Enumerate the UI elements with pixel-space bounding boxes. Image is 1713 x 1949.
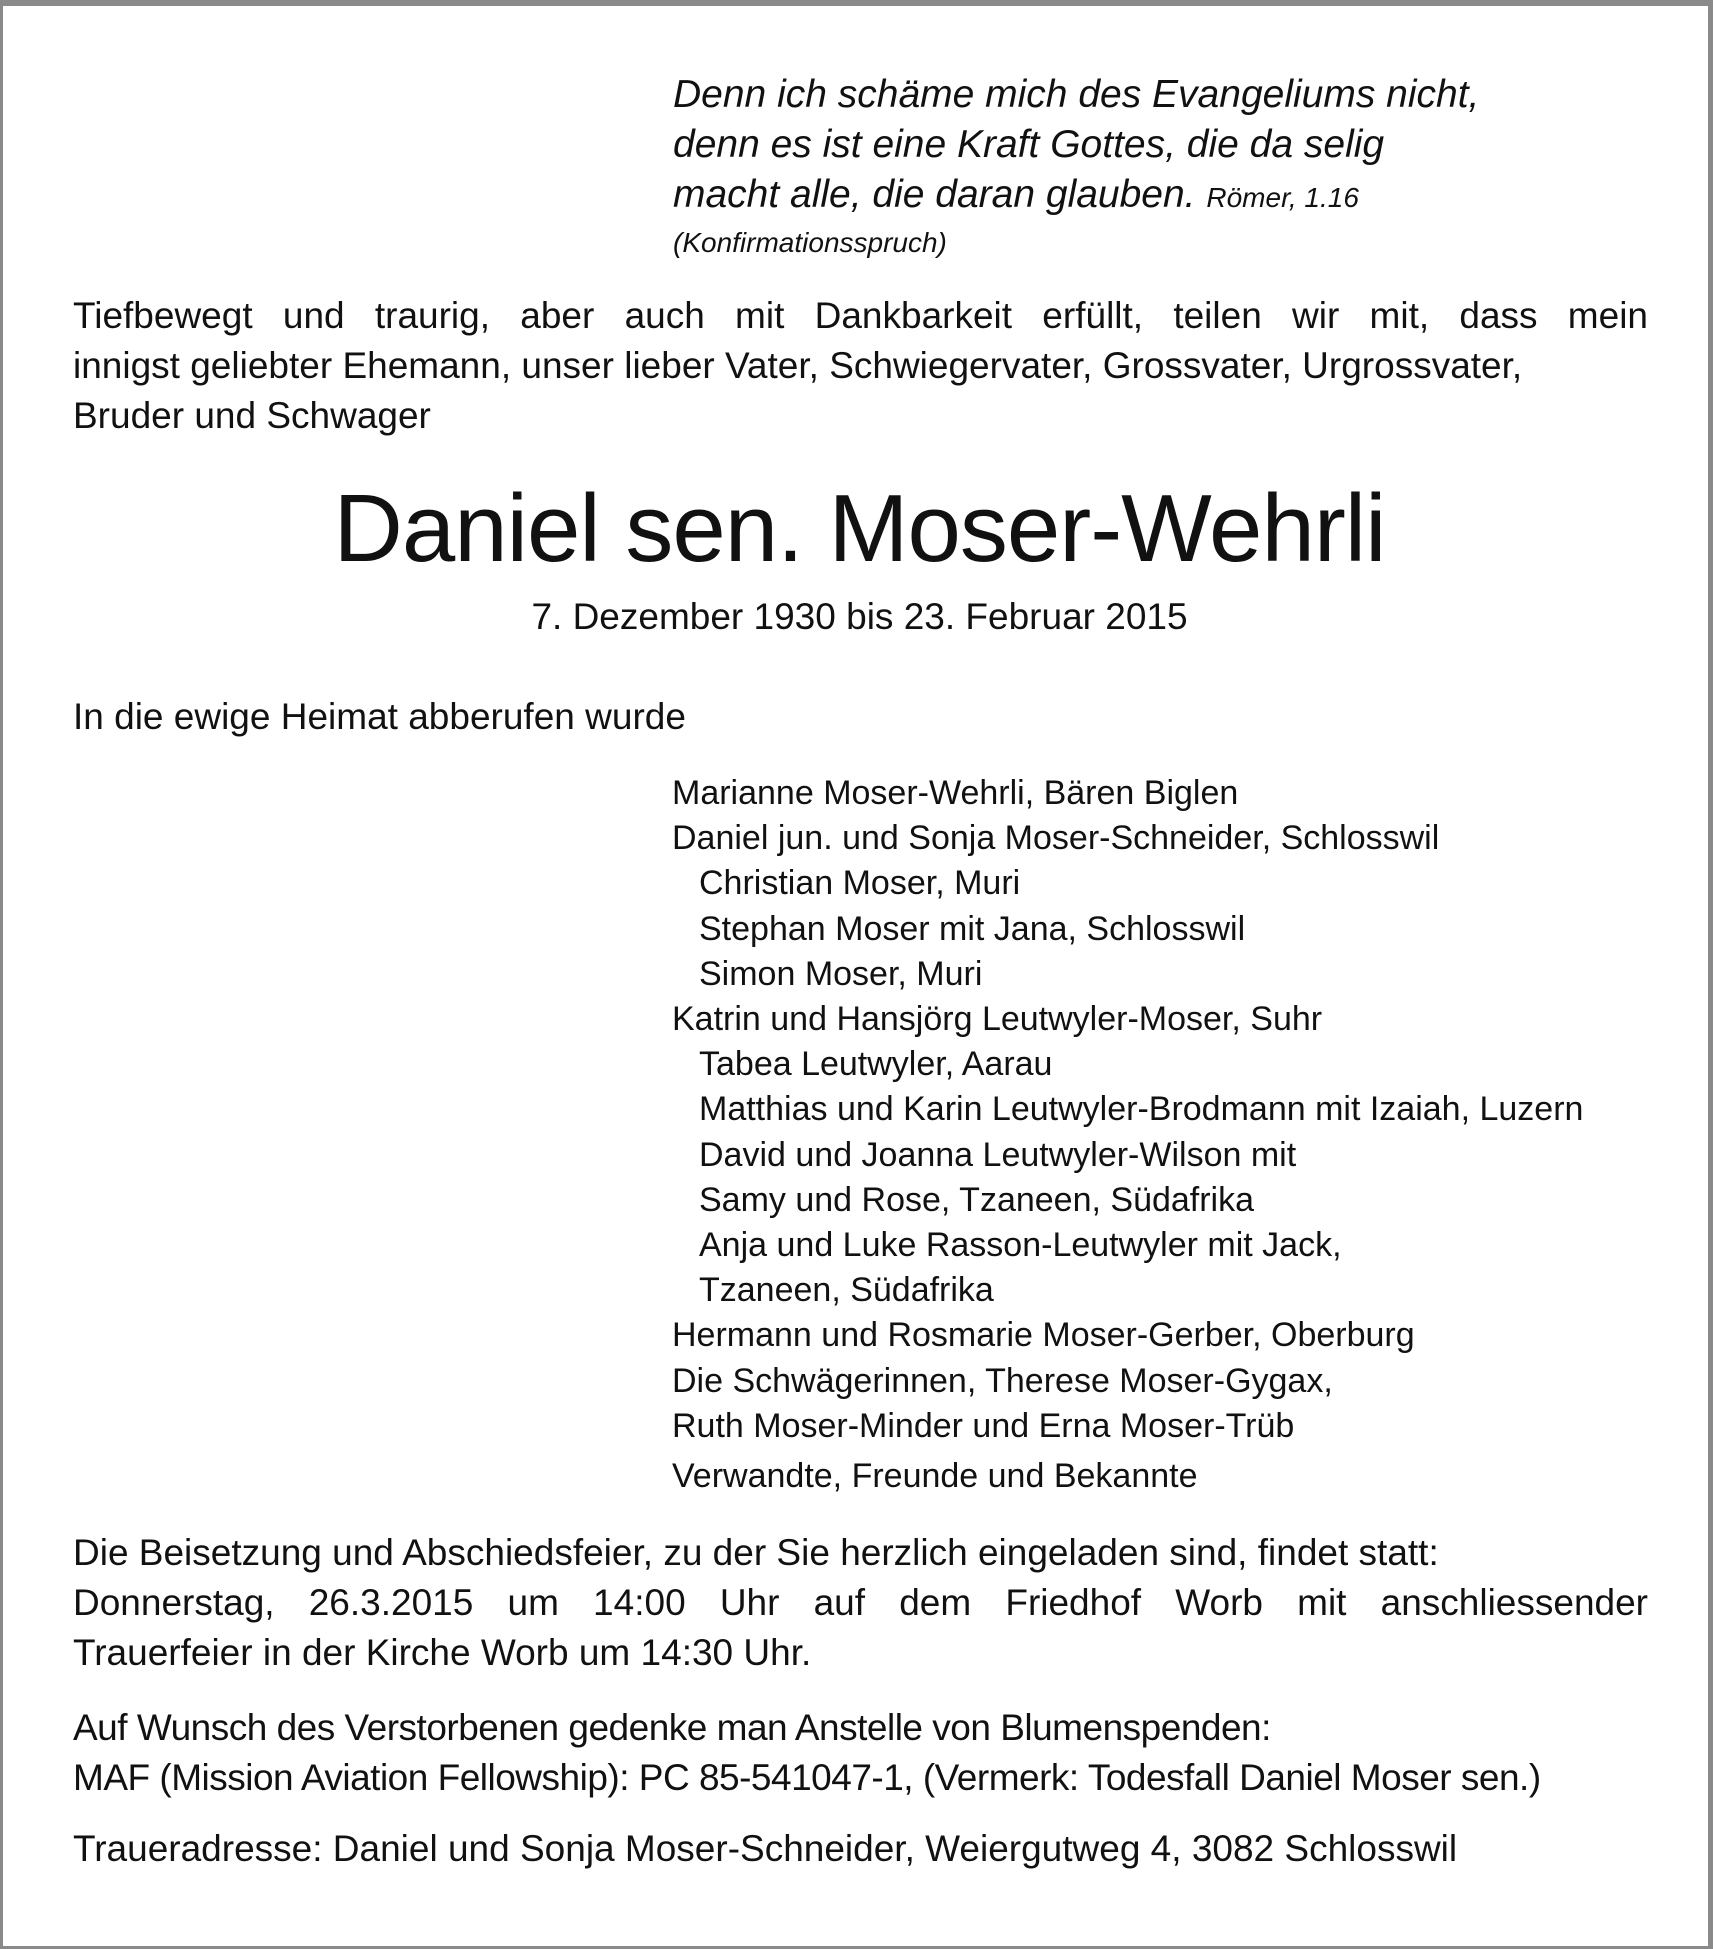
mourner: Verwandte, Freunde und Bekannte [672, 1457, 1198, 1496]
obituary-page [3, 6, 1708, 1946]
intro-line-3: Bruder und Schwager [73, 395, 431, 436]
mourner: Katrin und Hansjörg Leutwyler-Moser, Suhr [672, 1000, 1323, 1039]
donation-line-2: MAF (Mission Aviation Fellowship): PC 85-541047-1, (Vermerk: Todesfall Daniel Moser sen.) [73, 1757, 1541, 1798]
mourner: Stephan Moser mit Jana, Schlosswil [699, 909, 1246, 948]
ceremony-line-3: Trauerfeier in der Kirche Worb um 14:30 Uhr. [73, 1632, 812, 1673]
mourners-list [672, 771, 1682, 1499]
mourner: David und Joanna Leutwyler-Wilson mit [699, 1135, 1297, 1174]
mourner: Die Schwägerinnen, Therese Moser-Gygax, [672, 1361, 1333, 1400]
verse-line-3-text: macht alle, die daran glauben. [673, 173, 1196, 216]
ceremony-text [73, 1528, 1648, 1678]
mourner: Tabea Leutwyler, Aarau [699, 1045, 1053, 1084]
life-dates: 7. Dezember 1930 bis 23. Februar 2015 [531, 596, 1188, 637]
donation-text [73, 1703, 1648, 1803]
mourner: Samy und Rose, Tzaneen, Südafrika [699, 1180, 1255, 1219]
verse-line-2: denn es ist eine Kraft Gottes, die da selig [673, 123, 1385, 166]
mourner: Tzaneen, Südafrika [699, 1271, 994, 1310]
ceremony-line-1: Die Beisetzung und Abschiedsfeier, zu der Sie herzlich eingeladen sind, findet statt: [73, 1532, 1439, 1573]
deceased-name: Daniel sen. Moser-Wehrli [333, 475, 1386, 582]
mourner: Marianne Moser-Wehrli, Bären Biglen [672, 774, 1239, 812]
mourner: Matthias und Karin Leutwyler-Brodmann mit Izaiah, Luzern [699, 1090, 1584, 1129]
intro-text [73, 291, 1648, 441]
called-home-text: In die ewige Heimat abberufen wurde [73, 696, 686, 737]
ceremony-line-2: Donnerstag, 26.3.2015 um 14:00 Uhr auf dem Friedhof Worb mit anschliessender [73, 1582, 1648, 1623]
verse-note: (Konfirmationsspruch) [673, 227, 947, 258]
mourner: Ruth Moser-Minder und Erna Moser-Trüb [672, 1406, 1295, 1445]
mourner: Daniel jun. und Sonja Moser-Schneider, Schlosswil [672, 819, 1440, 858]
verse-line-3 [673, 170, 1573, 223]
donation-line-1: Auf Wunsch des Verstorbenen gedenke man Anstelle von Blumenspenden: [73, 1707, 1271, 1748]
verse-reference: Römer, 1.16 [1206, 182, 1359, 213]
mourner: Hermann und Rosmarie Moser-Gerber, Oberburg [672, 1316, 1415, 1355]
intro-line-1: Tiefbewegt und traurig, aber auch mit Dankbarkeit erfüllt, teilen wir mit, dass mein [73, 295, 1648, 336]
mourner: Anja und Luke Rasson-Leutwyler mit Jack, [699, 1226, 1342, 1265]
mourner: Christian Moser, Muri [699, 864, 1021, 903]
mourner: Simon Moser, Muri [699, 954, 983, 993]
verse-line-1: Denn ich schäme mich des Evangeliums nicht, [673, 73, 1480, 116]
intro-line-2: innigst geliebter Ehemann, unser lieber Vater, Schwiegervater, Grossvater, Urgrossvater, [73, 345, 1523, 386]
mourning-address: Traueradresse: Daniel und Sonja Moser-Schneider, Weiergutweg 4, 3082 Schlosswil [73, 1828, 1458, 1869]
bible-verse [673, 70, 1573, 263]
